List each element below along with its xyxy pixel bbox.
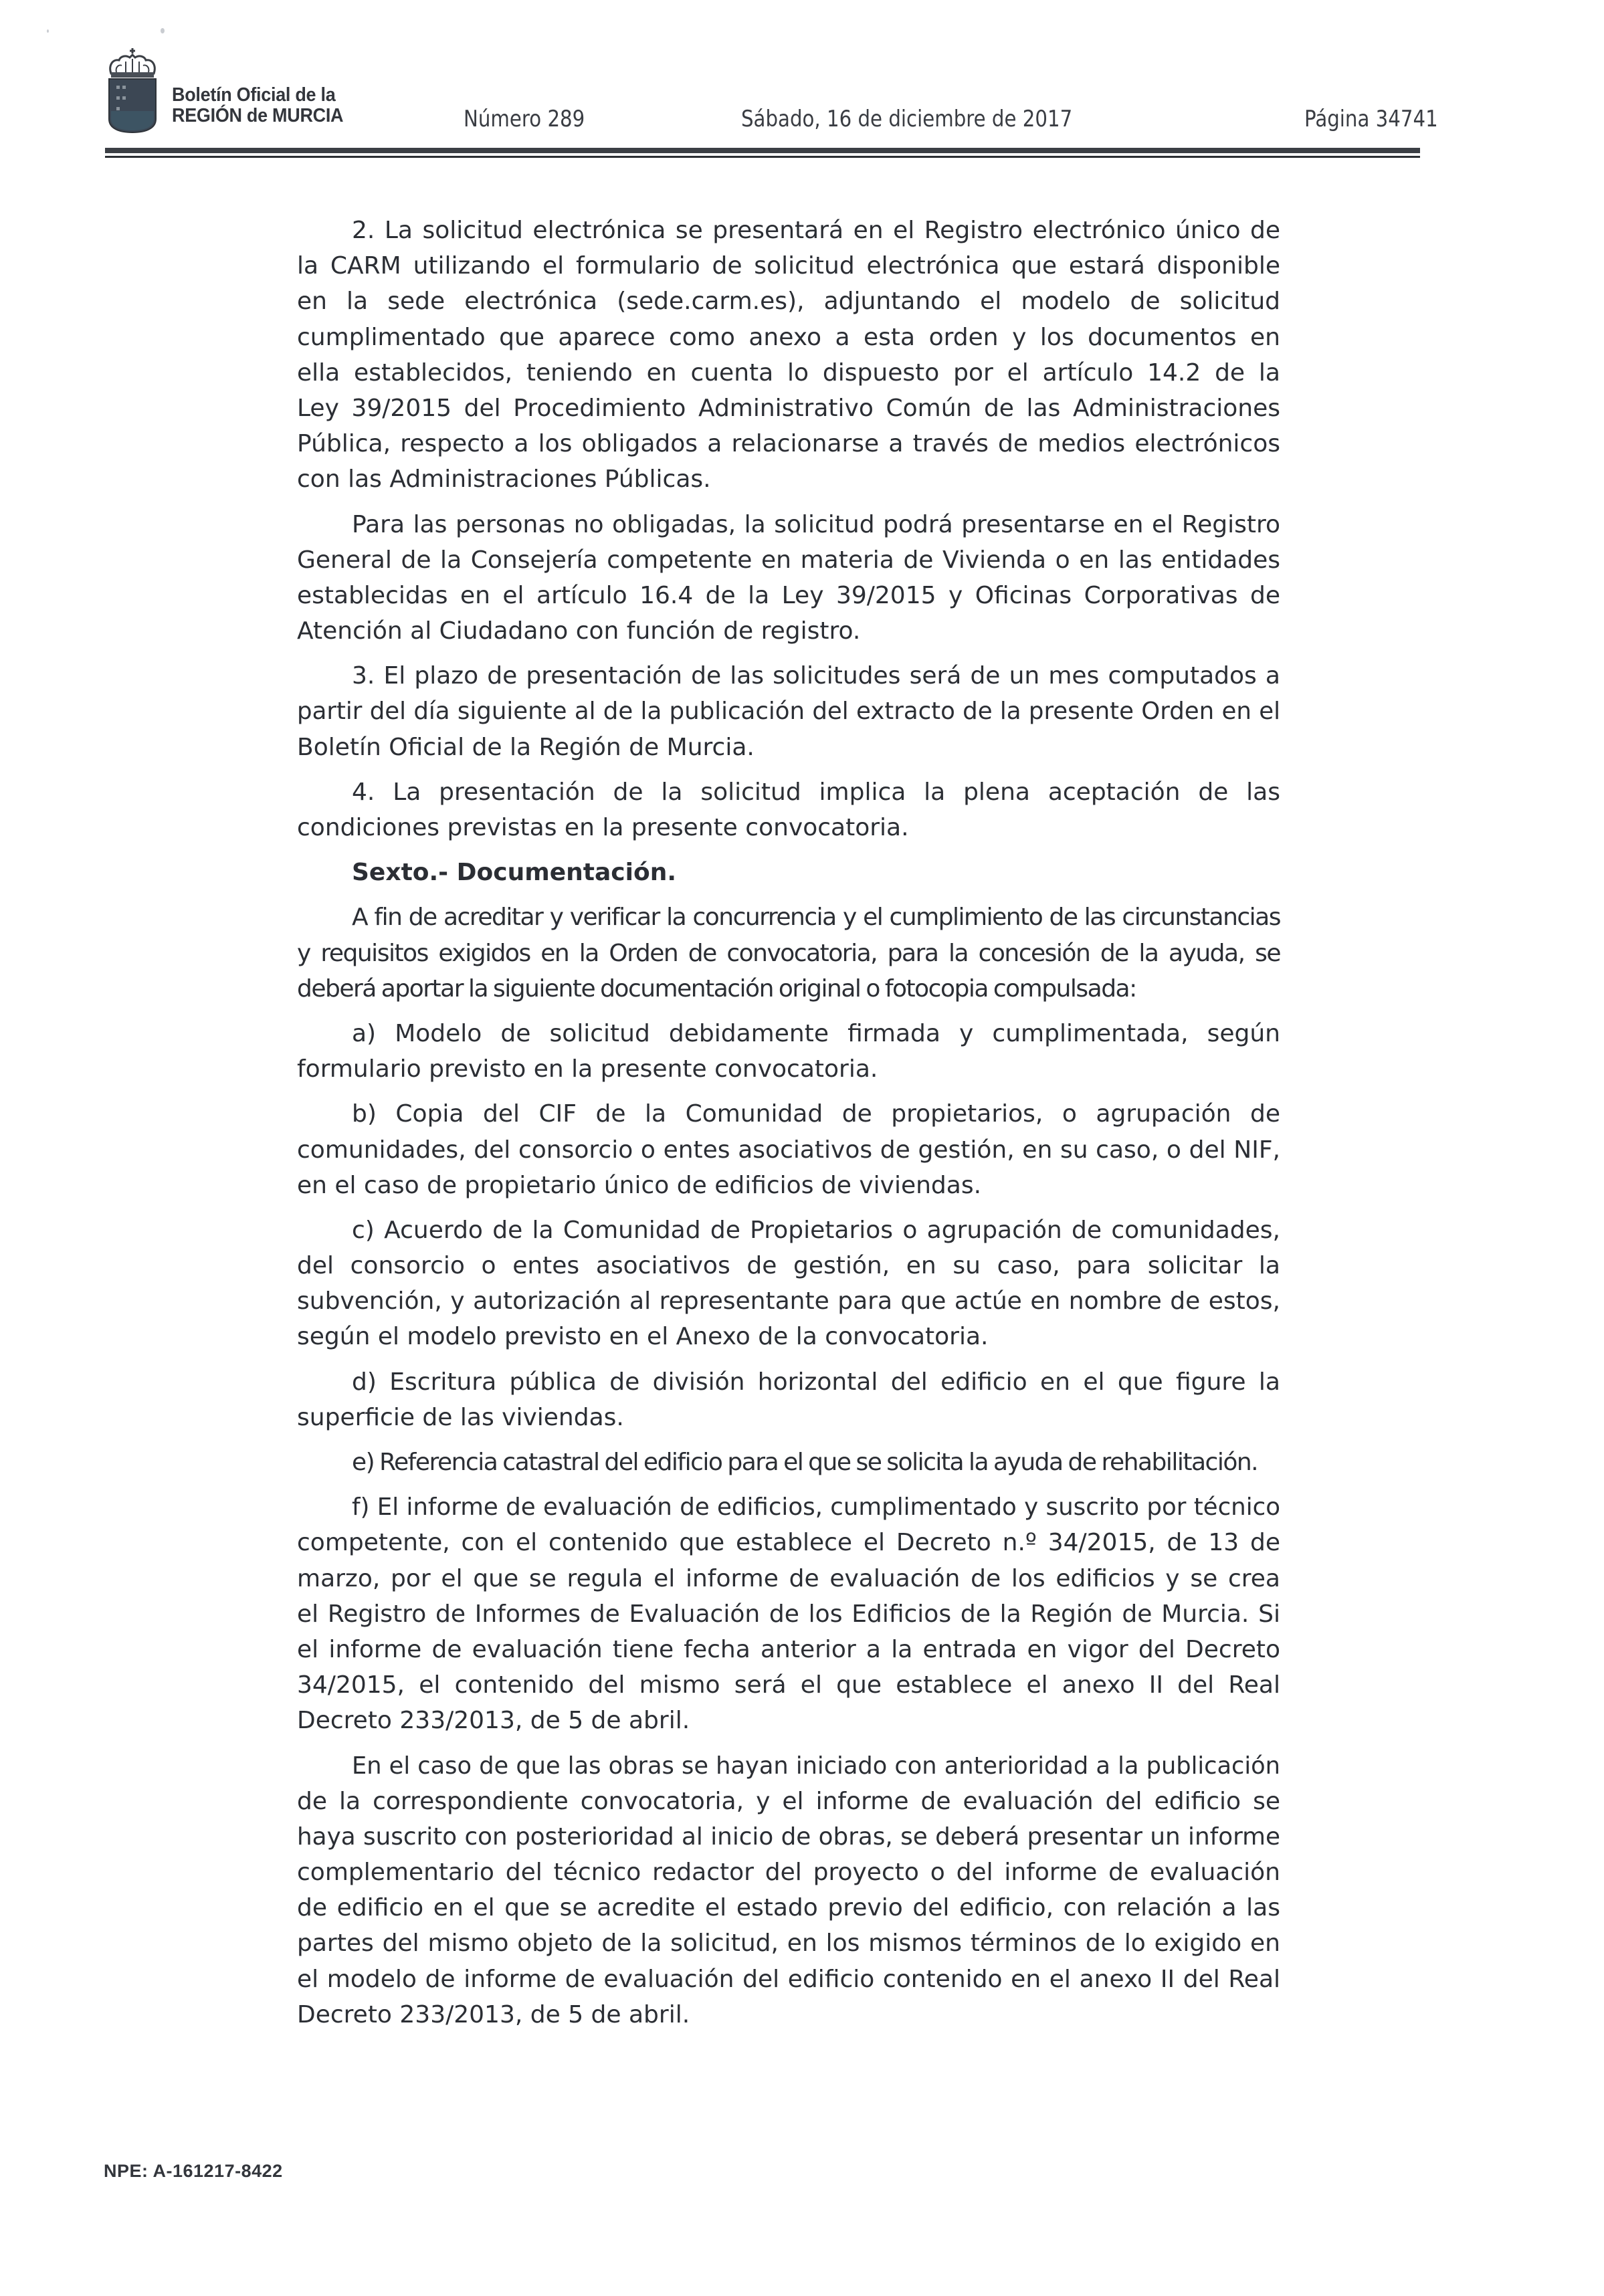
text-line: en el caso de propietario único de edificios de viviendas.	[297, 1171, 982, 1199]
page-header	[0, 0, 1604, 167]
paragraph-gap	[297, 765, 1280, 774]
text-line: y requisitos exigidos en la Orden de convocatoria, para la concesión de la ayuda, se	[297, 939, 1280, 967]
text-line: ella establecidos, teniendo en cuenta lo dispuesto por el artículo 14.2 de la	[297, 358, 1280, 387]
paragraph-gap	[297, 1007, 1280, 1016]
text-line: 2. La solicitud electrónica se presentará en el Registro electrónico único de	[352, 217, 1280, 244]
paragraph-gap	[297, 2032, 1280, 2042]
section-heading	[297, 855, 1280, 890]
paragraph-gap	[297, 1087, 1280, 1096]
text-line: el informe de evaluación tiene fecha anterior a la entrada en vigor del Decreto	[297, 1635, 1280, 1663]
text-line: En el caso de que las obras se hayan iniciado con anterioridad a la publicación	[351, 1752, 1280, 1780]
text-line: de edificio en el que se acredite el estado previo del edificio, con relación a las	[297, 1894, 1280, 1922]
text-line: 4. La presentación de la solicitud implica la plena aceptación de las	[352, 778, 1280, 806]
paragraph-item-d	[297, 1364, 1280, 1435]
page-number: Página 34741	[1304, 106, 1438, 132]
text-line: el modelo de informe de evaluación del edificio contenido en el anexo II del Real	[297, 1965, 1280, 1993]
issue-number: Número 289	[464, 106, 585, 132]
scan-speck	[161, 28, 165, 33]
text-line: e) Referencia catastral del edificio para el que se solicita la ayuda de rehabilitación.	[352, 1449, 1258, 1476]
text-line: según el modelo previsto en el Anexo de la convocatoria.	[297, 1323, 989, 1351]
paragraph-item-f	[297, 1489, 1280, 1738]
text-line: la CARM utilizando el formulario de solicitud electrónica que estará disponible	[297, 252, 1280, 280]
text-line: el Registro de Informes de Evaluación de los Edificios de la Región de Murcia. Si	[297, 1600, 1280, 1628]
paragraph-item-a	[297, 1016, 1280, 1087]
paragraph-gap	[297, 890, 1280, 900]
text-line: f) El informe de evaluación de edificios, cumplimentado y suscrito por técnico	[351, 1493, 1280, 1522]
paragraph-p-intro	[297, 900, 1280, 1007]
text-line: A fin de acreditar y verificar la concurrencia y el cumplimiento de las circunstancias	[352, 904, 1280, 932]
publisher-line-2: REGIÓN de MURCIA	[172, 105, 344, 126]
npe-code: NPE: A-161217-8422	[104, 2161, 283, 2181]
text-line: superficie de las viviendas.	[297, 1403, 624, 1431]
text-line: comunidades, del consorcio o entes asociativos de gestión, en su caso, o del NIF,	[297, 1136, 1280, 1164]
text-line: Ley 39/2015 del Procedimiento Administrativo Común de las Administraciones	[297, 394, 1280, 422]
text-line: Boletín Oficial de la Región de Murcia.	[297, 733, 755, 761]
header-rule-thick	[105, 148, 1420, 153]
publication-date: Sábado, 16 de diciembre de 2017	[741, 106, 1073, 132]
text-line: marzo, por el que se regula el informe de evaluación de los edificios y se crea	[297, 1564, 1280, 1592]
paragraph-gap	[297, 1203, 1280, 1213]
text-line: Decreto 233/2013, de 5 de abril.	[297, 1707, 690, 1735]
coat-of-arms-icon	[107, 47, 158, 134]
paragraph-gap	[297, 1355, 1280, 1364]
text-line: Para las personas no obligadas, la solicitud podrá presentarse en el Registro	[352, 510, 1280, 538]
text-line: complementario del técnico redactor del proyecto o del informe de evaluación	[297, 1859, 1280, 1887]
text-line: General de la Consejería competente en materia de Vivienda o en las entidades	[297, 546, 1280, 574]
paragraph-p-no-obligadas	[297, 507, 1280, 649]
paragraph-gap	[297, 498, 1280, 507]
paragraph-item-b	[297, 1096, 1280, 1203]
text-line: Sexto.- Documentación.	[352, 859, 677, 887]
paragraph-p-obras	[297, 1748, 1280, 2033]
paragraph-p2	[297, 213, 1280, 498]
paragraph-p3	[297, 658, 1280, 765]
paragraph-item-e	[297, 1445, 1280, 1480]
text-line: del consorcio o entes asociativos de gestión, en su caso, para solicitar la	[297, 1252, 1280, 1280]
paragraph-gap	[297, 649, 1280, 658]
publisher-line-1: Boletín Oficial de la	[172, 84, 336, 106]
text-line: b) Copia del CIF de la Comunidad de propietarios, o agrupación de	[352, 1100, 1280, 1128]
text-line: a) Modelo de solicitud debidamente firmada y cumplimentada, según	[352, 1019, 1280, 1047]
paragraph-gap	[297, 1480, 1280, 1489]
text-line: establecidas en el artículo 16.4 de la Ley 39/2015 y Oficinas Corporativas de	[297, 581, 1280, 609]
text-line: competente, con el contenido que establece el Decreto n.º 34/2015, de 13 de	[297, 1529, 1280, 1557]
text-line: con las Administraciones Públicas.	[297, 465, 711, 494]
text-line: condiciones previstas en la presente convocatoria.	[297, 814, 909, 841]
text-line: de la correspondiente convocatoria, y el informe de evaluación del edificio se	[297, 1787, 1280, 1815]
text-line: subvención, y autorización al representante para que actúe en nombre de estos,	[297, 1287, 1280, 1316]
document-body	[297, 213, 1280, 2042]
text-line: Decreto 233/2013, de 5 de abril.	[297, 2000, 690, 2028]
text-line: formulario previsto en la presente convocatoria.	[297, 1055, 878, 1083]
text-line: Atención al Ciudadano con función de registro.	[297, 617, 861, 645]
paragraph-gap	[297, 1435, 1280, 1445]
text-line: Pública, respecto a los obligados a relacionarse a través de medios electrónicos	[297, 430, 1280, 458]
text-line: 34/2015, el contenido del mismo será el que establece el anexo II del Real	[297, 1671, 1280, 1699]
paragraph-p4	[297, 774, 1280, 845]
paragraph-gap	[297, 1739, 1280, 1748]
paragraph-gap	[297, 845, 1280, 855]
text-line: haya suscrito con posterioridad al inicio de obras, se deberá presentar un informe	[297, 1822, 1280, 1851]
text-line: cumplimentado que aparece como anexo a esta orden y los documentos en	[297, 323, 1280, 351]
scan-speck	[47, 29, 49, 33]
text-line: c) Acuerdo de la Comunidad de Propietarios o agrupación de comunidades,	[352, 1216, 1280, 1244]
text-line: en la sede electrónica (sede.carm.es), adjuntando el modelo de solicitud	[297, 288, 1280, 316]
text-line: 3. El plazo de presentación de las solicitudes será de un mes computados a	[352, 662, 1280, 690]
text-line: partir del día siguiente al de la publicación del extracto de la presente Orden en el	[297, 698, 1280, 726]
header-rule-thin	[105, 156, 1420, 158]
text-line: deberá aportar la siguiente documentación original o fotocopia compulsada:	[297, 974, 1136, 1003]
text-line: d) Escritura pública de división horizontal del edificio en el que figure la	[352, 1368, 1280, 1396]
paragraph-item-c	[297, 1213, 1280, 1355]
text-line: partes del mismo objeto de la solicitud, en los mismos términos de lo exigido en	[297, 1929, 1280, 1958]
publisher-name	[172, 85, 343, 126]
